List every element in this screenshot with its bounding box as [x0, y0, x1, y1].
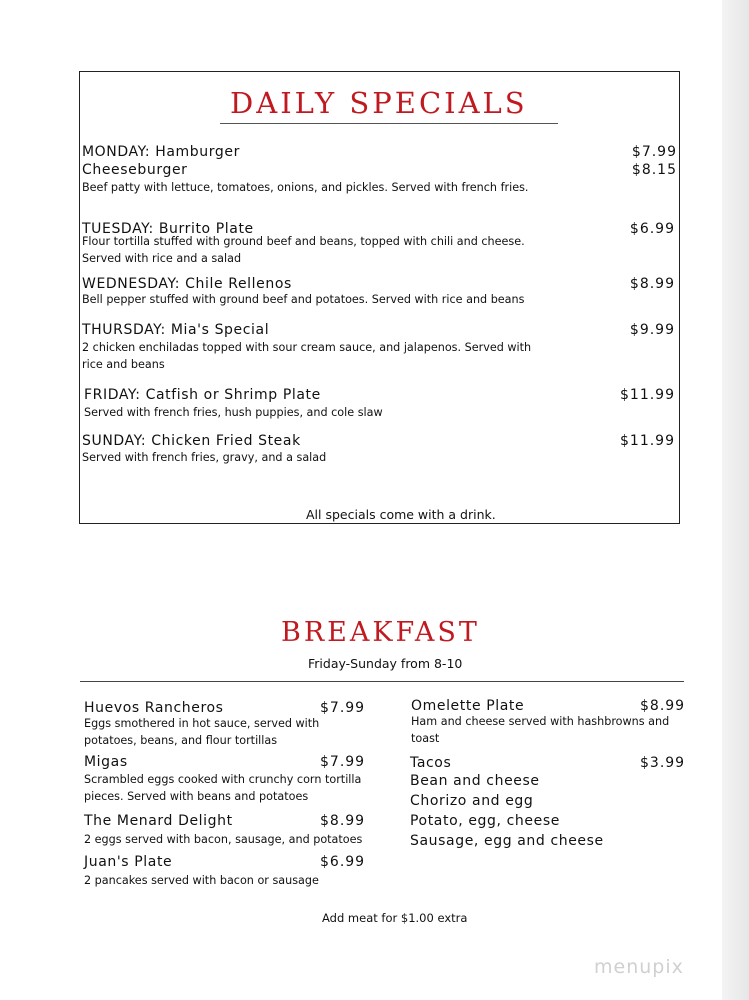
thursday-item: THURSDAY: Mia's Special — [82, 322, 270, 338]
friday-desc: Served with french fries, hush puppies, and cole slaw — [84, 406, 383, 419]
monday-item-2: Cheeseburger — [82, 162, 188, 178]
watermark-logo: menupix — [594, 956, 684, 978]
monday-price: $7.99 — [631, 144, 677, 160]
wednesday-item: WEDNESDAY: Chile Rellenos — [82, 276, 292, 292]
juan-item: Juan's Plate — [84, 854, 173, 870]
monday-price-2: $8.15 — [631, 162, 677, 178]
omelette-item: Omelette Plate — [411, 698, 525, 714]
thursday-desc-1: 2 chicken enchiladas topped with sour cream sauce, and jalapenos. Served with — [82, 341, 532, 354]
huevos-item: Huevos Rancheros — [84, 700, 224, 716]
sunday-desc: Served with french fries, gravy, and a salad — [82, 451, 327, 464]
add-meat-note: Add meat for $1.00 extra — [322, 911, 468, 925]
menard-item: The Menard Delight — [84, 813, 233, 829]
huevos-desc-1: Eggs smothered in hot sauce, served with — [84, 717, 320, 730]
taco-option: Sausage, egg and cheese — [410, 833, 604, 849]
breakfast-hours: Friday-Sunday from 8-10 — [308, 656, 463, 671]
monday-item: MONDAY: Hamburger — [82, 144, 240, 160]
tuesday-desc-2: Served with rice and a salad — [82, 252, 242, 265]
daily-specials-title: DAILY SPECIALS — [230, 86, 528, 120]
tuesday-price: $6.99 — [629, 221, 675, 237]
breakfast-divider — [80, 681, 684, 682]
omelette-desc-1: Ham and cheese served with hashbrowns and — [411, 715, 670, 728]
page-edge-shadow — [722, 0, 749, 1000]
omelette-desc-2: toast — [411, 732, 440, 745]
tuesday-item: TUESDAY: Burrito Plate — [82, 221, 254, 237]
huevos-desc-2: potatoes, beans, and flour tortillas — [84, 734, 278, 747]
migas-item: Migas — [84, 754, 128, 770]
menard-desc: 2 eggs served with bacon, sausage, and potatoes — [84, 833, 363, 846]
juan-price: $6.99 — [320, 854, 366, 870]
sunday-price: $11.99 — [620, 433, 675, 449]
friday-item: FRIDAY: Catfish or Shrimp Plate — [84, 387, 321, 403]
thursday-desc-2: rice and beans — [82, 358, 165, 371]
tacos-item: Tacos — [410, 755, 452, 771]
migas-desc-2: pieces. Served with beans and potatoes — [84, 790, 309, 803]
migas-price: $7.99 — [320, 754, 366, 770]
huevos-price: $7.99 — [320, 700, 366, 716]
drink-note: All specials come with a drink. — [306, 507, 496, 522]
monday-desc: Beef patty with lettuce, tomatoes, onions, and pickles. Served with french fries. — [82, 181, 529, 194]
menard-price: $8.99 — [320, 813, 366, 829]
friday-price: $11.99 — [620, 387, 675, 403]
juan-desc: 2 pancakes served with bacon or sausage — [84, 874, 319, 887]
wednesday-price: $8.99 — [629, 276, 675, 292]
breakfast-title: BREAKFAST — [281, 617, 480, 648]
daily-specials-underline — [220, 123, 558, 124]
thursday-price: $9.99 — [629, 322, 675, 338]
taco-option: Bean and cheese — [410, 773, 540, 789]
sunday-item: SUNDAY: Chicken Fried Steak — [82, 433, 301, 449]
omelette-price: $8.99 — [640, 698, 686, 714]
migas-desc-1: Scrambled eggs cooked with crunchy corn tortilla — [84, 773, 362, 786]
taco-option: Chorizo and egg — [410, 793, 534, 809]
tuesday-desc-1: Flour tortilla stuffed with ground beef and beans, topped with chili and cheese. — [82, 235, 525, 248]
wednesday-desc: Bell pepper stuffed with ground beef and potatoes. Served with rice and beans — [82, 293, 525, 306]
tacos-price: $3.99 — [640, 755, 686, 771]
taco-option: Potato, egg, cheese — [410, 813, 560, 829]
